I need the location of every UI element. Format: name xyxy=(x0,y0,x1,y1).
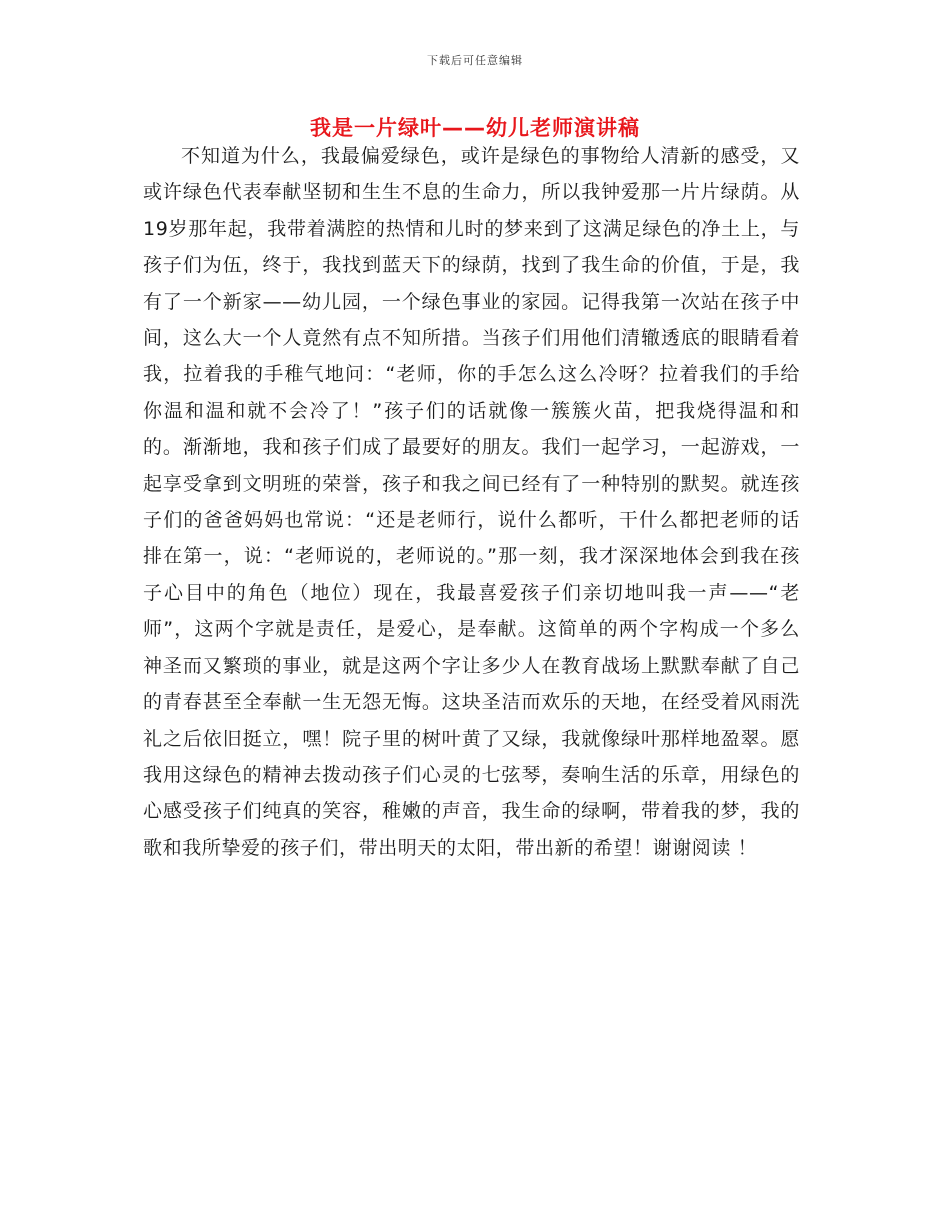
document-body-paragraph: 不知道为什么，我最偏爱绿色，或许是绿色的事物给人清新的感受，又或许绿色代表奉献坚韧和生生不息的生命力，所以我钟爱那一片片绿荫。从19岁那年起，我带着满腔的热情和儿时的梦来到了这满足绿色的净土上，与孩子们为伍，终于，我找到蓝天下的绿荫，找到了我生命的价值，于是，我有了一个新家——幼儿园，一个绿色事业的家园。记得我第一次站在孩子中间，这么大一个人竟然有点不知所措。当孩子们用他们清辙透底的眼睛看着我，拉着我的手稚气地问：“老师，你的手怎么这么冷呀？拉着我们的手给你温和温和就不会冷了！”孩子们的话就像一簇簇火苗，把我烧得温和和的。渐渐地，我和孩子们成了最要好的朋友。我们一起学习，一起游戏，一起享受拿到文明班的荣誉，孩子和我之间已经有了一种特别的默契。就连孩子们的爸爸妈妈也常说：“还是老师行，说什么都听，干什么都把老师的话排在第一，说：“老师说的，老师说的。”那一刻，我才深深地体会到我在孩子心目中的角色（地位）现在，我最喜爱孩子们亲切地叫我一声——“老师”，这两个字就是责任，是爱心，是奉献。这简单的两个字构成一个多么神圣而又繁琐的事业，就是这两个字让多少人在教育战场上默默奉献了自己的青春甚至全奉献一生无怨无悔。这块圣洁而欢乐的天地，在经受着风雨洗礼之后依旧挺立，嘿！院子里的树叶黄了又绿，我就像绿叶那样地盈翠。愿我用这绿色的精神去拨动孩子们心灵的七弦琴，奏响生活的乐章，用绿色的心感受孩子们纯真的笑容，稚嫩的声音，我生命的绿啊，带着我的梦，我的歌和我所挚爱的孩子们，带出明天的太阳，带出新的希望！谢谢阅读 ！ xyxy=(143,145,800,859)
document-title: 我是一片绿叶——幼儿老师演讲稿 xyxy=(310,116,640,140)
page-header-note: 下载后可任意编辑 xyxy=(427,54,523,67)
